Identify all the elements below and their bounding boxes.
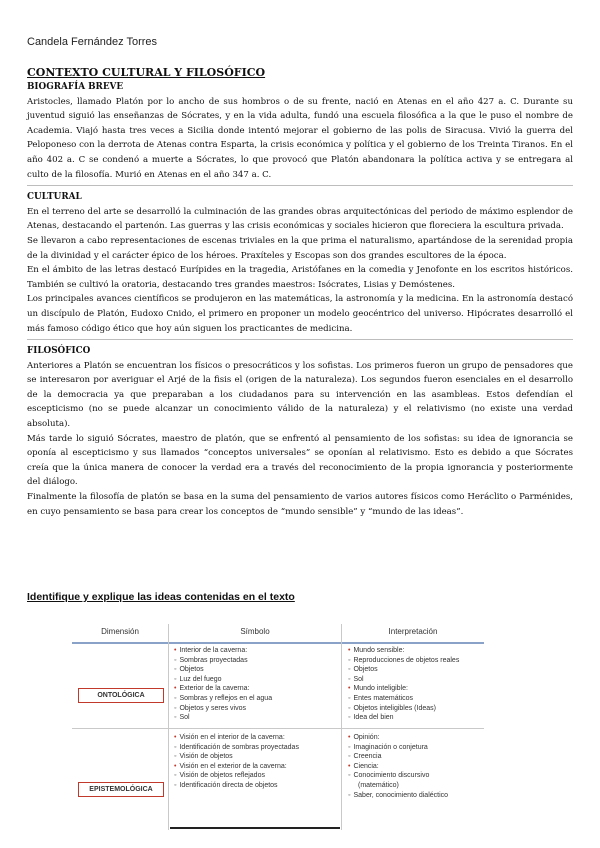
- table-list-item: ◦ Idea del bien: [348, 713, 459, 723]
- table-list-item: ◦ Sombras y reflejos en el agua: [174, 694, 272, 704]
- table-list-item: (matemático): [358, 781, 399, 789]
- section-heading-filosofico: FILOSÓFICO: [27, 346, 91, 357]
- document-title: CONTEXTO CULTURAL Y FILOSÓFICO: [27, 66, 266, 79]
- paragraph: Finalmente la filosofía de platón se basa en la suma del pensamiento de varios autores físicos como Heráclito o Parménides, en cuyo pensamiento se basa para crear los conceptos de “mundo sensible” y “mundo de las ideas”.: [27, 492, 573, 517]
- table-list-item: ◦ Objetos: [174, 665, 272, 675]
- table-list-item: • Mundo sensible:: [348, 646, 459, 656]
- table-list-item: • Mundo inteligible:: [348, 684, 459, 694]
- column-divider: [341, 624, 342, 830]
- table-list-item: • Interior de la caverna:: [174, 646, 272, 656]
- table-list-item: ◦ Visión de objetos reflejados: [174, 771, 299, 781]
- symbol-cell-ontologica: [174, 646, 272, 723]
- divider: [27, 339, 573, 340]
- paragraph: Los principales avances científicos se produjeron en las matemáticas, la astronomía y la medicina. En la astronomía destacó un discípulo de Platón, Eudoxo Cnido, el primero en proponer un modelo geocéntrico del universo. Hipócrates desarrolló el más famoso código ético que hoy aún siguen los practicantes de medicina.: [27, 294, 573, 334]
- table-list-item: • Opinión:: [348, 733, 448, 743]
- paragraph: En el ámbito de las letras destacó Eurípides en la tragedia, Aristófanes en la comedia y Jenofonte en los escritos históricos. También se cultivó la oratoria, destacando tres grandes maestros: Isócrates, Lisias y Demóstenes.: [27, 265, 573, 290]
- dimension-epistemologica: EPISTEMOLÓGICA: [78, 782, 164, 797]
- column-divider: [168, 624, 169, 830]
- table-list-item: • Exterior de la caverna:: [174, 684, 272, 694]
- table-bottom-line: [170, 827, 340, 829]
- table-list-item: ◦ Conocimiento discursivo: [348, 771, 448, 781]
- table-list-item: ◦ Entes matemáticos: [348, 694, 459, 704]
- table-list-item: ◦ Objetos y seres vivos: [174, 704, 272, 714]
- interp-cell-epistemologica: [348, 733, 448, 800]
- paragraph: Anteriores a Platón se encuentran los físicos o presocráticos y los sofistas. Los primeros fueron un grupo de pensadores que se interesaron por averiguar el Arjé de la fisis el (origen de la naturaleza). Los segundos fueron esenciales en el desarrollo de la democracia ya que preparaban a los ciudadanos para su intervención en las asambleas. Estos defendían el escepticismo (no se puede alcanzar un conocimiento válido de la naturaleza) y el relativismo (no existe una verdad absoluta).: [27, 360, 573, 430]
- table-list-item: ◦ Luz del fuego: [174, 675, 272, 685]
- paragraph: En el terreno del arte se desarrolló la culminación de las grandes obras arquitectónicas del periodo de máximo esplendor de Atenas, destacando el partenón. Las guerras y las crisis económicas y sociales hicieron que floreciera la escultura privada.: [27, 206, 573, 232]
- table-list-item: ◦ Identificación de sombras proyectadas: [174, 743, 299, 753]
- table-list-item: ◦ Saber, conocimiento dialéctico: [348, 791, 448, 801]
- paragraph: Aristocles, llamado Platón por lo ancho de sus hombros o de su frente, nació en Atenas en el año 427 a. C. Durante su juventud siguió las enseñanzas de Sócrates, y en la vida adulta, fundó una escuela filosófica a la que le puso el nombre de Academia. Viajó hasta tres veces a Sicilia donde intentó mejorar el gobierno de las polis de Siracusa. Vivió la guerra del Peloponeso con la derrota de Atenas contra Esparta, la crisis económica y política y el gobierno de los Treinta Tiranos. En el año 402 a. C se condenó a muerte a Sócrates, lo que provocó que Platón abandonara la política activa y se entregara al culto de la filosofía. Murió en Atenas en el año 347 a. C.: [27, 96, 573, 180]
- paragraph: Más tarde lo siguió Sócrates, maestro de platón, que se enfrentó al pensamiento de los sofistas: su idea de ignorancia se oponía al escepticismo y sus llamados “conceptos universales” se oponían al relativismo. Esto es debido a que Sócrates creía que la única manera de conocer la verdad era a través del reconocimiento de la propia ignorancia y posteriormente del diálogo.: [27, 433, 573, 488]
- table-list-item: ◦ Visión de objetos: [174, 752, 299, 762]
- section-heading-cultural: CULTURAL: [27, 192, 82, 203]
- table-header-simbolo: Símbolo: [169, 624, 341, 644]
- table-list-item: • Ciencia:: [348, 762, 448, 772]
- caverna-table: [72, 624, 484, 830]
- table-list-item: ◦ Sol: [348, 675, 459, 685]
- table-list-item: ◦ Imaginación o conjetura: [348, 743, 448, 753]
- row-divider: [72, 728, 484, 729]
- table-list-item: ◦ Identificación directa de objetos: [174, 781, 299, 791]
- table-header-interpretacion: Interpretación: [342, 624, 484, 644]
- table-list-item: ◦ Objetos: [348, 665, 459, 675]
- section-heading-biografia: BIOGRAFÍA BREVE: [27, 82, 124, 92]
- table-list-item: • Visión en el interior de la caverna:: [174, 733, 299, 743]
- task-title: Identifique y explique las ideas contenidas en el texto: [27, 591, 295, 603]
- document-body: [27, 66, 573, 519]
- symbol-cell-epistemologica: [174, 733, 299, 791]
- table-list-item: ◦ Creencia: [348, 752, 448, 762]
- divider: [27, 185, 573, 186]
- table-list-item: ◦ Sol: [174, 713, 272, 723]
- table-list-item: • Visión en el exterior de la caverna:: [174, 762, 299, 772]
- paragraph: Se llevaron a cabo representaciones de escenas triviales en la que prima el naturalismo, apartándose de la serenidad propia de la divinidad y el carácter épico de los héroes. Praxíteles y Escopas son dos grandes escultores de la época.: [27, 235, 573, 261]
- dimension-ontologica: ONTOLÓGICA: [78, 688, 164, 703]
- interp-cell-ontologica: [348, 646, 459, 723]
- table-list-item: ◦ Reproducciones de objetos reales: [348, 656, 459, 666]
- author-name: Candela Fernández Torres: [27, 36, 158, 48]
- table-list-item: ◦ Sombras proyectadas: [174, 656, 272, 666]
- table-list-item: ◦ Objetos inteligibles (Ideas): [348, 704, 459, 714]
- table-header-dimension: Dimensión: [72, 624, 168, 644]
